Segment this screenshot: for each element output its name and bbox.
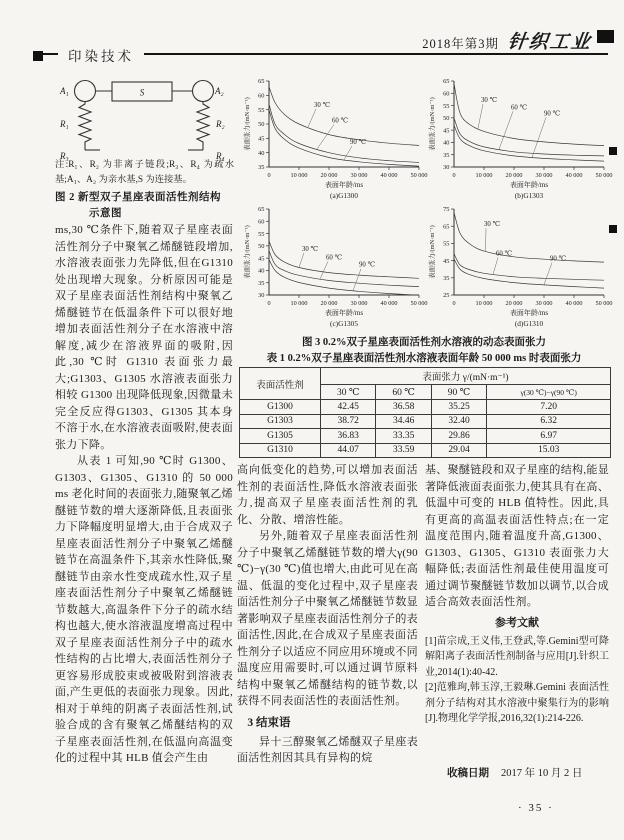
x-tick-label: 50 000 — [410, 300, 428, 307]
table-cell: G1300 — [240, 400, 321, 415]
data-curve — [269, 241, 419, 278]
x-tick-label: 10 000 — [290, 300, 308, 307]
series-label: 30 ℃ — [302, 245, 319, 253]
series-label: 60 ℃ — [332, 117, 349, 125]
x-tick-label: 30 000 — [535, 300, 553, 307]
label-leader-line — [532, 117, 546, 157]
table-row — [240, 400, 611, 415]
table-cell: G1305 — [240, 429, 321, 444]
received-date-line — [447, 765, 582, 780]
x-tick-label: 0 — [267, 172, 271, 179]
y-tick-label: 65 — [258, 78, 265, 86]
table-cell: 38.72 — [321, 414, 376, 429]
figure2 — [55, 74, 233, 171]
table-cell: 7.20 — [487, 400, 611, 415]
table-cell: 6.32 — [487, 414, 611, 429]
series-label: 90 ℃ — [550, 255, 567, 263]
y-tick-label: 40 — [443, 139, 450, 147]
y-tick-label: 55 — [443, 240, 450, 248]
received-date-label: 收稿日期 — [447, 768, 489, 779]
series-label: 30 ℃ — [314, 101, 331, 109]
x-axis-title: 表面年龄/ms — [509, 309, 549, 317]
y-tick-label: 55 — [443, 102, 450, 110]
print-mark — [597, 30, 614, 43]
y-tick-label: 35 — [443, 151, 450, 159]
reference-item: [1]苗宗成,王义伟,王登武,等.Gemini型可降解阳离子表面活性剂制备与应用[J].针织工业,2014(1):40-42. — [425, 635, 609, 678]
table-cell: 33.35 — [376, 429, 431, 444]
table-cell: 32.40 — [431, 414, 486, 429]
label-a1: A₁ — [60, 86, 69, 96]
x-tick-label: 50 000 — [595, 300, 613, 307]
chart-svg — [242, 203, 428, 330]
hydrophilic-group-circle — [75, 81, 96, 102]
table-cell: 15.03 — [487, 443, 611, 458]
y-axis-title: 表面张力/(mN·m⁻¹) — [429, 225, 436, 279]
reference-item: [2]范雅珣,韩玉淳,王毅琳.Gemini 表面活性剂分子结构对其水溶液中聚集行为的影响[J].物理化学学报,2016,32(1):214-226. — [425, 682, 609, 724]
y-tick-label: 35 — [258, 164, 265, 172]
y-tick-label: 45 — [443, 127, 450, 135]
label-leader-line — [499, 111, 513, 149]
series-label: 60 ℃ — [496, 250, 513, 258]
chart-g1305 — [242, 203, 427, 331]
x-axis-title: 表面年龄/ms — [324, 309, 364, 317]
header-issue: 2018年第3期 — [422, 37, 499, 51]
data-curve — [269, 101, 419, 162]
y-tick-label: 60 — [258, 92, 265, 100]
x-tick-label: 50 000 — [410, 172, 428, 179]
x-tick-label: 20 000 — [505, 172, 523, 179]
label-r1: R₁ — [60, 119, 69, 129]
table-cell: 36.58 — [376, 400, 431, 415]
label-leader-line — [493, 257, 498, 274]
data-curve — [454, 259, 604, 288]
y-tick-label: 65 — [443, 223, 450, 231]
y-tick-label: 50 — [443, 115, 450, 123]
table-group-header-row — [240, 368, 611, 385]
figure2-note: 注:R₁、R₂ 为非离子链段;R₃、R₄ 为疏水基;A₁、A₂ 为亲水基,S 为连接基。 — [55, 160, 234, 185]
chart-g1303 — [427, 75, 612, 203]
text-column-left — [55, 222, 233, 767]
y-axis-title: 表面张力/(mN·m⁻¹) — [244, 97, 251, 151]
label-leader-line — [317, 125, 334, 149]
body-paragraph: 高向低变化的趋势,可以增加表面活性剂的表面活性,降低水溶液表面张力,提高双子星座表面活性剂的乳化、分散、增溶性能。 — [237, 464, 418, 526]
text-column-right — [425, 462, 609, 727]
header-right — [422, 27, 592, 54]
x-tick-label: 10 000 — [475, 172, 493, 179]
y-axis-title: 表面张力/(mN·m⁻¹) — [244, 225, 251, 279]
figure3-chart-grid — [242, 75, 612, 331]
y-tick-label: 35 — [258, 279, 265, 287]
table-cell: 36.83 — [321, 429, 376, 444]
y-tick-label: 45 — [443, 257, 450, 265]
series-label: 30 ℃ — [481, 96, 498, 104]
x-tick-label: 10 000 — [290, 172, 308, 179]
x-axis-title: 表面年龄/ms — [509, 181, 549, 189]
y-tick-label: 35 — [443, 275, 450, 282]
y-tick-label: 25 — [443, 292, 450, 300]
table-cell: 6.97 — [487, 429, 611, 444]
x-tick-label: 0 — [452, 172, 456, 179]
label-r3: R₃ — [60, 151, 69, 161]
series-label: 60 ℃ — [511, 104, 528, 112]
x-tick-label: 30 000 — [350, 300, 368, 307]
table-cell: 33.59 — [376, 443, 431, 458]
data-curve — [454, 118, 604, 156]
x-tick-label: 40 000 — [565, 300, 583, 307]
table-col1-header: 表面活性剂 — [240, 368, 321, 400]
table-cell: 29.86 — [431, 429, 486, 444]
chart-subcaption: (d)G1310 — [514, 319, 544, 328]
chart-axes — [454, 209, 604, 295]
label-leader-line — [308, 109, 316, 127]
series-label: 30 ℃ — [484, 221, 501, 229]
x-tick-label: 40 000 — [380, 300, 398, 307]
label-s: S — [139, 87, 145, 98]
y-tick-label: 50 — [258, 121, 265, 129]
x-tick-label: 0 — [267, 300, 271, 307]
table-cell: G1310 — [240, 443, 321, 458]
table1-wrapper — [239, 367, 611, 458]
y-tick-label: 40 — [258, 149, 265, 157]
label-leader-line — [299, 253, 304, 268]
data-curve — [454, 212, 604, 262]
x-tick-label: 20 000 — [505, 300, 523, 307]
chart-svg — [427, 75, 613, 202]
label-r4: R₄ — [216, 151, 225, 161]
x-tick-label: 40 000 — [565, 172, 583, 179]
hydrophilic-group-circle — [193, 81, 214, 102]
figure2-structure-diagram — [55, 74, 233, 166]
nonionic-chain-zigzag — [79, 102, 91, 151]
x-tick-label: 10 000 — [475, 300, 493, 307]
x-tick-label: 30 000 — [535, 172, 553, 179]
series-label: 90 ℃ — [359, 261, 376, 269]
table-subheader: 30 ℃ — [321, 385, 376, 400]
label-a2: A₂ — [215, 86, 224, 96]
chart-g1300 — [242, 75, 427, 203]
y-tick-label: 50 — [258, 243, 265, 251]
table-group-header: 表面张力 γ/(mN·m⁻¹) — [321, 368, 611, 385]
x-tick-label: 20 000 — [320, 172, 338, 179]
table-cell: 42.45 — [321, 400, 376, 415]
section-heading: 参考文献 — [495, 616, 539, 629]
data-curve — [454, 254, 604, 280]
x-tick-label: 30 000 — [350, 172, 368, 179]
data-curve — [269, 251, 419, 287]
table-row — [240, 429, 611, 444]
label-leader-line — [353, 269, 361, 291]
table-row — [240, 443, 611, 458]
y-tick-label: 75 — [443, 206, 450, 214]
table-cell: 34.46 — [376, 414, 431, 429]
text-column-middle — [237, 462, 418, 767]
chart-g1310 — [427, 203, 612, 331]
series-label: 90 ℃ — [350, 139, 367, 147]
data-curve — [454, 83, 604, 145]
y-tick-label: 60 — [443, 90, 450, 98]
label-leader-line — [478, 104, 483, 129]
body-paragraph: 异十三醇聚氧乙烯醚双子星座表面活性剂因其具有异构的烷 — [237, 735, 418, 764]
table-body — [240, 400, 611, 458]
chart-axes — [454, 81, 604, 167]
label-leader-line — [344, 146, 352, 160]
body-paragraph: 另外,随着双子星座表面活性剂分子中聚氧乙烯醚链节数的增大γ(90 ℃)−γ(30 ℃)值也增大,由此可见在高温、低温的变化过程中,双子星座表面活性剂分子中聚氧乙烯醚链节数显著影响双子星座表面活性剂分子的表面活性,因此,在合成双子星座表面活性剂分子以适应不同应用环境或不同温度应用需要时,可以通过调节原料结构中聚氧乙烯醚结构的链节数,以获得不同表面活性的表面活性剂。 — [237, 530, 418, 707]
x-axis-title: 表面年龄/ms — [324, 181, 364, 189]
y-axis-title: 表面张力/(mN·m⁻¹) — [429, 97, 436, 151]
table-cell: 44.07 — [321, 443, 376, 458]
x-tick-label: 40 000 — [380, 172, 398, 179]
y-tick-label: 65 — [258, 206, 265, 214]
nonionic-chain-zigzag — [197, 102, 209, 151]
figure3-caption: 图 3 0.2%双子星座表面活性剂水溶液的动态表面张力 — [301, 337, 547, 348]
chart-svg — [427, 203, 613, 330]
x-tick-label: 20 000 — [320, 300, 338, 307]
body-paragraph: 从表 1 可知,90 ℃时 G1300、G1303、G1305、G1310 的 50 000 ms 老化时间的表面张力,随聚氧乙烯醚链节数的增大逐渐降低,且表面张力下降幅度明显增大,由于合成双子星座表面活性剂分子中聚氧乙烯醚链节在高温条件下,其亲水性降低,聚醚链节由亲水性变成疏水性,双子星座表面活性剂分子中聚氧乙烯醚链节数越大,高温条件下分子的疏水结构也越大,使水溶液温度增高过程中双子星座表面活性剂分子中的疏水性结构的占比增大,表面活性剂分子更容易形成胶束或被吸附到溶液表面,产生更低的表面张力现象。因此,相对于单纯的阴离子表面活性剂,试验合成的含有聚氧乙烯醚结构的双子星座表面活性剂,在低温向高温变化的过程中其 HLB 值会产生由 — [55, 455, 233, 764]
table1-title: 表 1 0.2%双子星座表面活性剂水溶液表面年龄 50 000 ms 时表面张力 — [266, 353, 582, 364]
y-tick-label: 65 — [443, 78, 450, 86]
label-r2: R₂ — [216, 119, 225, 129]
table-subheader: 90 ℃ — [431, 385, 486, 400]
x-tick-label: 50 000 — [595, 172, 613, 179]
table-row — [240, 414, 611, 429]
series-label: 60 ℃ — [326, 254, 343, 262]
journal-logo: 针织工业 — [506, 32, 594, 53]
y-tick-label: 45 — [258, 135, 265, 143]
table-subheader: 60 ℃ — [376, 385, 431, 400]
table-subheader: γ(30 ℃)−γ(90 ℃) — [487, 385, 611, 400]
y-tick-label: 55 — [258, 106, 265, 114]
table-cell: 29.04 — [431, 443, 486, 458]
section-heading: 3 结束语 — [247, 716, 291, 729]
figure2-caption-line2: 示意图 — [89, 208, 122, 219]
table-cell: G1303 — [240, 414, 321, 429]
x-tick-label: 0 — [452, 300, 456, 307]
body-paragraph: ms,30 ℃条件下,随着双子星座表面活性剂分子中聚氧乙烯醚链段增加,水溶液表面张力先降低,但在G1310 处出现增大现象。分析原因可能是双子星座表面活性剂结构中聚氧乙烯醚链节在低温条件下可以很好地增加表面活性剂分子在水溶液中溶解度,减少在溶液界面的吸附,因此,30 ℃时 G1310 表面张力最大;G1303、G1305 水溶液表面张力相较 G1300 出现降低现象,因微量未完全反应得G1303、G1305 其本身不溶于水,在水溶液表面吸附,使表面张力下降。 — [55, 224, 233, 451]
y-tick-label: 45 — [258, 255, 265, 263]
y-tick-label: 55 — [258, 230, 265, 238]
y-tick-label: 30 — [258, 292, 265, 300]
figure2-caption: 图 2 新型双子星座表面活性剂结构 — [55, 192, 221, 203]
chart-subcaption: (c)G1305 — [330, 319, 358, 328]
label-leader-line — [486, 228, 487, 251]
chart-svg — [242, 75, 428, 202]
y-tick-label: 30 — [443, 164, 450, 172]
header-section-label: 印染技术 — [58, 45, 144, 65]
y-tick-label: 60 — [258, 218, 265, 226]
label-leader-line — [544, 263, 552, 285]
table-cell: 35.25 — [431, 400, 486, 415]
chart-subcaption: (a)G1300 — [330, 191, 358, 200]
label-leader-line — [320, 261, 328, 279]
body-paragraph: 基、聚醚链段和双子星座的结构,能显著降低液面表面张力,使其具有在高、低温中可变的 HLB 值特性。因此,具有更高的高温表面活性特点;在一定温度范围内,随着温度升高,G1300、G1303、G1305、G1310 表面张力大幅降低;表面活性剂最佳使用温度可通过调节聚醚链节数加以调节,以合成适合高效表面活性剂。 — [425, 464, 609, 608]
data-curve — [269, 87, 419, 146]
y-tick-label: 40 — [258, 267, 265, 275]
table1 — [239, 367, 611, 458]
page-number: · 35 · — [518, 802, 554, 814]
received-date-value: 2017 年 10 月 2 日 — [501, 768, 583, 779]
chart-subcaption: (b)G1303 — [514, 191, 544, 200]
series-label: 90 ℃ — [544, 110, 561, 118]
